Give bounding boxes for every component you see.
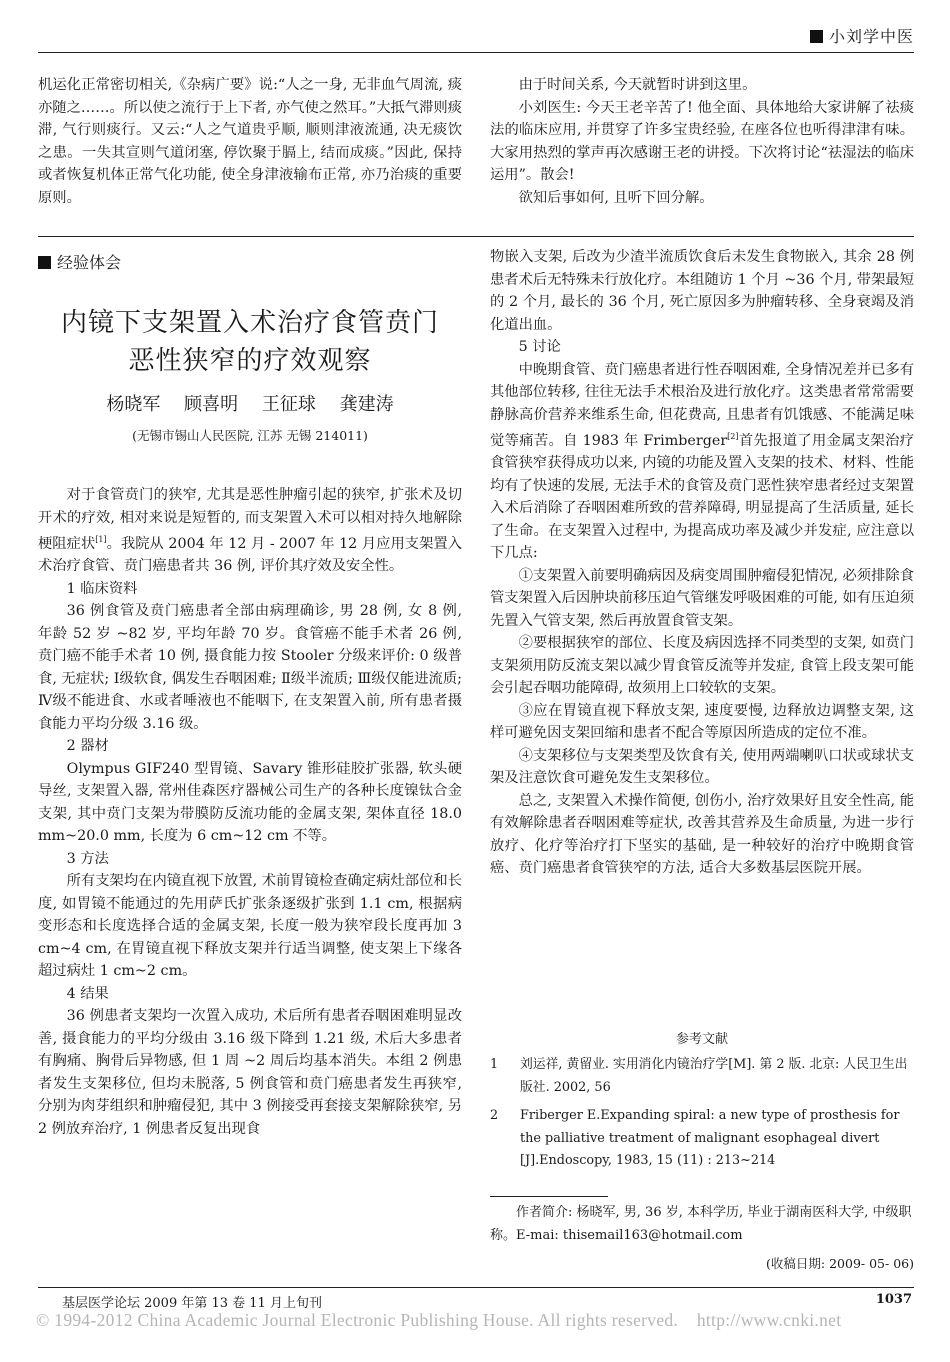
section-tag [38,250,121,273]
paragraph: 机运化正常密切相关,《杂病广要》说:“人之一身, 无非血气周流, 痰亦随之……。所以使之流行于上下者, 亦气使之然耳。”大抵气滞则痰滞, 气行则痰行。又云:“人之气道贵乎顺, 顺则津液流通, 决无痰饮之患。一失其宣则气道闭塞, 停饮聚于膈上, 结而成痰。”因此, 保持或者恢复机体正常气化功能, 使全身津液输布正常, 亦乃治痰的重要原则。 [38,77,462,206]
section-tag-text: 经验体会 [57,253,122,272]
paragraph: 小刘医生: 今天王老辛苦了! 他全面、具体地给大家讲解了祛痰法的临床应用, 并贯穿了许多宝贵经验, 在座各位也听得津津有味。大家用热烈的掌声再次感谢王老的讲授。下次将讨论“祛湿法的临床运用”。散会! [490,99,914,183]
reference-number: 2 [490,1108,499,1123]
journal-tag-text: 小刘学中医 [828,27,914,46]
paragraph: 所有支架均在内镜直视下放置, 术前胃镜检查确定病灶部位和长度, 如胃镜不能通过的先用萨氏扩张条逐级扩张到 1.1 cm, 根据病变形态和长度选择合适的金属支架, 长度一般为狭窄段长度再加 3 cm~4 cm, 在胃镜直视下释放支架并行适当调整, 使支架上下缘各超过病灶 1 cm~2 cm。 [38,873,462,980]
top-left-column [38,74,462,209]
journal-footer: 基层医学论坛 2009 年第 13 卷 11 月上旬刊 [62,1296,322,1311]
paragraph: 36 例食管及贲门癌患者全部由病理确诊, 男 28 例, 女 8 例, 年龄 52 岁 ~82 岁, 平均年龄 70 岁。食管癌不能手术者 26 例, 贲门癌不能手术者 10 例, 摄食能力按 Stooler 分级来评价: 0 级普食, 无症状; Ⅰ级软食, 偶发生吞咽困难; Ⅱ级半流质; Ⅲ级仅能进流质; Ⅳ级不能进食、水或者唾液也不能咽下, 在支架置入前, 所有患者摄食能力平均分级 3.16 级。 [38,603,462,732]
section-heading: 4 结果 [66,985,109,1002]
paragraph: 欲知后事如何, 且听下回分解。 [518,189,714,206]
reference-number: 1 [490,1057,499,1072]
title-line: 内镜下支架置入术治疗食管贲门 [60,308,439,338]
citation-ref[interactable]: [1] [95,535,107,544]
author-bio: 作者简介: 杨晓军, 男, 36 岁, 本科学历, 毕业于湖南医科大学, 中级职称。E-mai: thisemail163@hotmail.com [490,1205,912,1243]
paragraph: 36 例患者支架均一次置入成功, 术后所有患者吞咽困难明显改善, 摄食能力的平均分级由 3.16 级下降到 1.21 级, 术后大多患者有胸痛、胸骨后异物感, 但 1 周 ~2 周后均基本消失。本组 2 例患者发生支架移位, 但均未脱落, 5 例食管和贲门癌患者发生再狭窄, 分别为肉芽组织和肿瘤侵犯, 其中 3 例接受再套接支架解除狭窄, 另 2 例放弃治疗, 1 例患者反复出现食 [38,1008,462,1137]
reference-item [490,1054,914,1099]
reference-text: Friberger E.Expanding spiral: a new type of prosthesis for the palliative treatment of malignant esophageal divert [J].Endoscopy, 1983, 15 (11) : 213~214 [520,1108,900,1168]
section-heading: 5 讨论 [518,339,561,355]
footnote-rule [490,1196,608,1197]
paragraph: ④支架移位与支架类型及饮食有关, 使用两端喇叭口状或球状支架及注意饮食可避免发生支架移位。 [490,747,914,787]
intro-paragraph [38,484,462,578]
left-article-column [38,484,462,1140]
top-right-column [490,74,914,209]
paragraph: 物嵌入支架, 后改为少渣半流质饮食后未发生食物嵌入, 其余 28 例患者术后无特殊未行放化疗。本组随访 1 个月 ~36 个月, 带架最短的 2 个月, 最长的 36 个月, 死亡原因多为肿瘤转移、全身衰竭及消化道出血。 [490,249,914,333]
references-list [490,1054,914,1173]
article-title [38,304,462,380]
received-date: (收稿日期: 2009- 05- 06) [766,1256,914,1271]
section-heading: 2 器材 [66,738,109,755]
authors: 杨晓军 顾喜明 王征球 龚建涛 [106,394,394,415]
square-bullet-icon [38,256,51,269]
references-heading: 参考文献 [675,1032,728,1047]
section-divider [38,236,914,237]
intro-text: 对于食管贲门的狭窄, 尤其是恶性肿瘤引起的狭窄, 扩张术及切开术的疗效, 相对来说是短暂的, 而支架置入术可以相对持久地解除梗阻症状 [38,487,462,552]
citation-ref[interactable]: [2] [727,432,739,441]
square-bullet-icon [810,30,823,43]
paragraph: ③应在胃镜直视下释放支架, 速度要慢, 边释放边调整支架, 这样可避免因支架回缩和患者不配合等原因所造成的定位不准。 [490,702,914,742]
paragraph: ②要根据狭窄的部位、长度及病因选择不同类型的支架, 如贲门支架须用防反流支架以减少胃食管反流等并发症, 食管上段支架可能会引起吞咽功能障碍, 故须用上口较软的支架。 [490,635,914,697]
affiliation: (无锡市锡山人民医院, 江苏 无锡 214011) [132,428,368,443]
header-rule [38,52,914,53]
page-number: 1037 [875,1292,912,1307]
paragraph: ①支架置入前要明确病因及病变周围肿瘤侵犯情况, 必须排除食管支架置入后因肿块前移压迫气管继发呼吸困难的可能, 如有压迫须先置入气管支架, 然后再放置食管支架。 [490,567,914,629]
right-article-column [490,246,914,880]
copyright-notice: © 1994-2012 China Academic Journal Electronic Publishing House. All rights reserved. http://www.cnki.net [36,1310,842,1330]
reference-text: 刘运祥, 黄留业. 实用消化内镜治疗学[M]. 第 2 版. 北京: 人民卫生出版社. 2002, 56 [520,1057,908,1095]
section-heading: 3 方法 [66,850,109,867]
discussion-paragraph [490,359,914,565]
title-line: 恶性狭窄的疗效观察 [128,346,372,376]
journal-column-tag [810,24,914,47]
intro-text: 。我院从 2004 年 12 月 - 2007 年 12 月应用支架置入术治疗食管、贲门癌患者共 36 例, 评价其疗效及安全性。 [38,535,462,575]
paragraph: Olympus GIF240 型胃镜、Savary 锥形硅胶扩张器, 软头硬导丝, 支架置入器, 常州佳森医疗器械公司生产的各种长度镍钛合金支架, 其中贲门支架为带膜防反流功能的金属支架, 架体直径 18.0 mm~20.0 mm, 长度为 6 cm~12 cm 不等。 [38,760,462,845]
discussion-text: 中晚期食管、贲门癌患者进行性吞咽困难, 全身情况差并已多有其他部位转移, 往往无法手术根治及进行放化疗。这类患者常常需要静脉高价营养来维系生命, 但花费高, 且患者有饥饿感、不能满足味觉等痛苦。自 1983 年 Frimberger [490,361,914,449]
paragraph: 由于时间关系, 今天就暂时讲到这里。 [518,77,757,93]
reference-item [490,1105,914,1173]
footer-rule [38,1287,914,1288]
section-heading: 1 临床资料 [66,580,138,597]
paragraph: 总之, 支架置入术操作简便, 创伤小, 治疗效果好且安全性高, 能有效解除患者吞咽困难等症状, 改善其营养及生命质量, 为进一步行放疗、化疗等治疗打下坚实的基础, 是一种较好的治疗中晚期食管癌、贲门癌患者食管狭窄的方法, 适合大多数基层医院开展。 [490,792,914,877]
discussion-text: 首先报道了用金属支架治疗食管狭窄获得成功以来, 内镜的功能及置入支架的技术、材料、性能均有了快速的发展, 无法手术的食管及贲门恶性狭窄患者经过支架置入术后消除了吞咽困难所致的营养障碍, 明显提高了生活质量, 延长了生命。在支架置入过程中, 为提高成功率及减少并发症, 应注意以下几点: [490,432,914,562]
